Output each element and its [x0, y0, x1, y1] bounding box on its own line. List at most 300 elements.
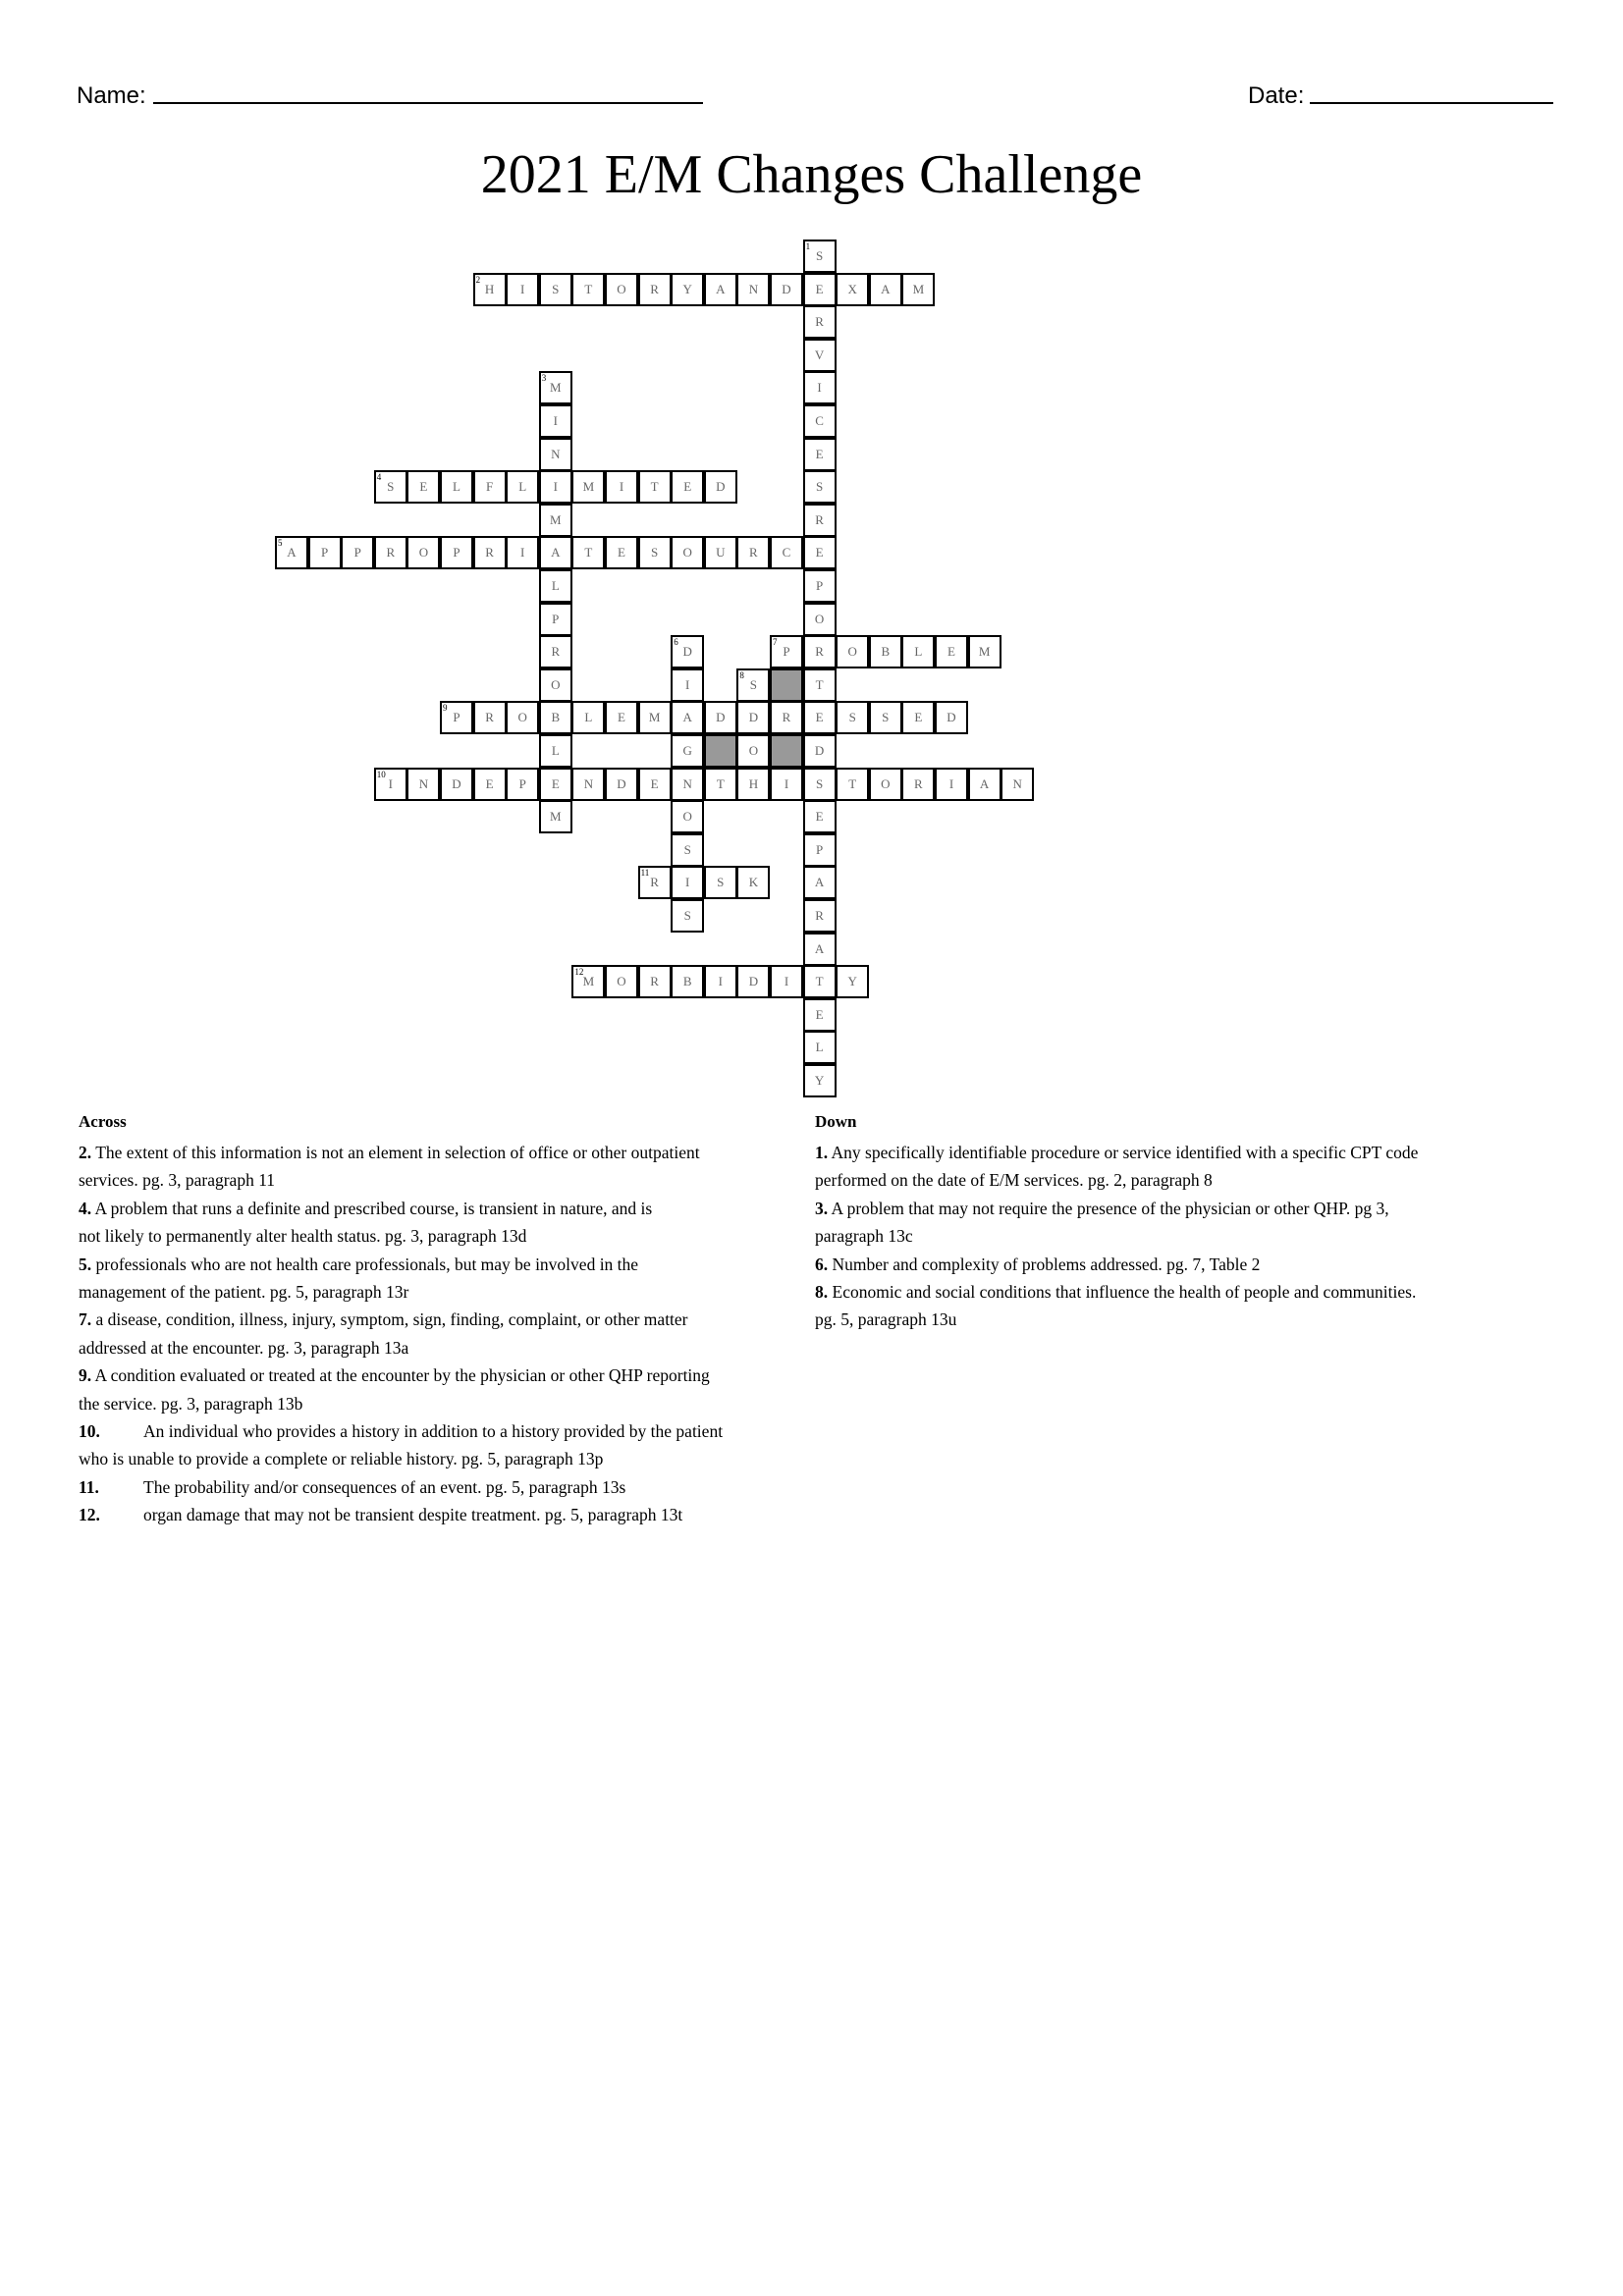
crossword-cell[interactable] [671, 734, 704, 768]
cell-letter: I [784, 775, 789, 791]
crossword-cell[interactable] [736, 768, 770, 801]
cell-letter: R [386, 545, 396, 561]
crossword-cell[interactable] [506, 701, 539, 734]
crossword-cell[interactable] [803, 1064, 837, 1097]
crossword-cell[interactable] [539, 273, 572, 306]
cell-letter: E [815, 281, 824, 296]
cell-letter: P [453, 545, 460, 561]
cell-letter: P [815, 841, 824, 857]
across-clue-line [79, 1334, 723, 1362]
crossword-cell[interactable] [803, 701, 837, 734]
crossword-cell[interactable] [803, 371, 837, 404]
clue-text: Economic and social conditions that influence the health of people and communities. [832, 1282, 1417, 1303]
crossword-cell[interactable] [704, 536, 737, 569]
crossword-cell[interactable] [506, 536, 539, 569]
crossword-cell[interactable] [836, 273, 869, 306]
cell-letter: A [682, 710, 692, 725]
cell-letter: A [716, 281, 726, 296]
cell-letter: I [784, 974, 789, 989]
cell-letter: T [815, 676, 824, 692]
cell-letter: E [815, 710, 824, 725]
crossword-cell[interactable] [803, 1031, 837, 1064]
clue-number-label: 2. [79, 1143, 92, 1162]
crossword-cell[interactable] [539, 800, 572, 833]
cell-letter: O [748, 743, 759, 758]
crossword-cell[interactable] [704, 273, 737, 306]
crossword-cell[interactable] [341, 536, 374, 569]
cell-letter: R [815, 511, 824, 527]
cell-letter: D [947, 710, 956, 725]
crossword-cell[interactable] [406, 470, 440, 504]
crossword-cell[interactable] [704, 768, 737, 801]
cell-letter: D [782, 281, 791, 296]
clue-text: A condition evaluated or treated at the encounter by the physician or other QHP reporting [94, 1365, 710, 1386]
cell-letter: I [553, 479, 558, 495]
crossword-cell[interactable] [836, 701, 869, 734]
cell-letter: I [520, 545, 525, 561]
crossword-cell[interactable] [571, 470, 605, 504]
cell-letter: R [485, 710, 494, 725]
cell-letter: R [551, 644, 561, 660]
clue-number-label: 3. [815, 1198, 829, 1218]
cell-letter: R [650, 875, 659, 890]
crossword-cell[interactable] [539, 470, 572, 504]
clue-number: 12 [574, 967, 584, 978]
crossword-cell[interactable] [440, 768, 473, 801]
cell-letter: S [650, 545, 659, 561]
cell-letter: Y [814, 1073, 825, 1088]
cell-letter: I [520, 281, 525, 296]
cell-letter: L [914, 644, 923, 660]
cell-letter: A [814, 875, 825, 890]
cell-letter: M [582, 479, 595, 495]
clue-text: who is unable to provide a complete or reliable history. pg. 5, paragraph 13p [79, 1449, 604, 1469]
cell-letter: B [881, 644, 891, 660]
crossword-cell[interactable] [803, 998, 837, 1032]
cell-letter: S [552, 281, 560, 296]
crossword-cell[interactable] [736, 965, 770, 998]
crossword-cell[interactable] [539, 536, 572, 569]
cell-letter: R [650, 281, 659, 296]
crossword-cell[interactable] [671, 899, 704, 933]
crossword-cell[interactable] [638, 768, 672, 801]
crossword-cell[interactable] [539, 404, 572, 438]
crossword-cell[interactable] [803, 536, 837, 569]
crossword-cell[interactable] [901, 701, 935, 734]
crossword-cell[interactable] [638, 470, 672, 504]
name-field[interactable] [153, 102, 703, 104]
crossword-cell[interactable] [374, 536, 407, 569]
crossword-cell[interactable] [803, 933, 837, 966]
crossword-cell[interactable] [803, 504, 837, 537]
cell-letter: T [584, 281, 593, 296]
cell-letter: O [881, 775, 891, 791]
crossword-cell[interactable] [605, 536, 638, 569]
crossword-cell[interactable] [473, 701, 507, 734]
crossword-cell[interactable] [671, 866, 704, 899]
down-clue-line [815, 1222, 1418, 1250]
down-clue-line [815, 1139, 1418, 1166]
cell-letter: P [783, 644, 790, 660]
crossword-cell[interactable] [770, 965, 803, 998]
crossword-cell[interactable] [770, 768, 803, 801]
crossword-cell[interactable] [770, 536, 803, 569]
crossword-cell[interactable] [869, 701, 902, 734]
cell-letter: E [683, 479, 692, 495]
clue-number: 10 [376, 769, 386, 779]
crossword-cell[interactable] [506, 273, 539, 306]
page-title: 2021 E/M Changes Challenge [480, 144, 1143, 205]
date-field[interactable] [1310, 102, 1553, 104]
cell-letter: N [583, 775, 594, 791]
cell-letter: P [453, 710, 460, 725]
crossword-cell[interactable] [440, 536, 473, 569]
cell-letter: S [717, 875, 725, 890]
clue-text: Any specifically identifiable procedure or service identified with a specific CPT code [831, 1143, 1419, 1162]
cell-letter: R [914, 775, 923, 791]
cell-letter: A [551, 545, 561, 561]
across-clue-line [79, 1417, 723, 1445]
crossword-cell[interactable] [736, 273, 770, 306]
cell-letter: E [815, 545, 824, 561]
crossword-cell[interactable] [803, 668, 837, 702]
crossword-cell[interactable] [539, 504, 572, 537]
cell-letter: M [550, 380, 562, 396]
down-clue-line [815, 1278, 1418, 1306]
across-clue-list [79, 1139, 723, 1529]
crossword-cell[interactable] [571, 768, 605, 801]
name-label: Name: [77, 82, 146, 109]
down-clue-line [815, 1306, 1418, 1333]
cell-letter: N [748, 281, 759, 296]
clue-text: The probability and/or consequences of an event. pg. 5, paragraph 13s [143, 1476, 626, 1497]
cell-letter: O [682, 809, 692, 825]
cell-letter: U [716, 545, 726, 561]
down-clue-line [815, 1195, 1418, 1222]
cell-letter: S [683, 841, 691, 857]
crossword-cell[interactable] [803, 273, 837, 306]
crossword-cell[interactable] [803, 603, 837, 636]
clue-text: performed on the date of E/M services. pg. 2, paragraph 8 [815, 1170, 1213, 1191]
crossword-cell[interactable] [308, 536, 342, 569]
cell-letter: M [978, 644, 991, 660]
cell-letter: M [550, 511, 562, 527]
clue-number: 6 [674, 637, 678, 648]
crossword-cell[interactable] [571, 536, 605, 569]
crossword-cell[interactable] [539, 768, 572, 801]
cell-letter: I [685, 676, 690, 692]
crossword-cell[interactable] [440, 470, 473, 504]
cell-letter: S [815, 775, 824, 791]
crossword-cell[interactable] [869, 768, 902, 801]
crossword-cell[interactable] [803, 899, 837, 933]
shaded-cell [770, 668, 803, 702]
cell-letter: C [815, 413, 824, 428]
crossword-cell[interactable] [803, 305, 837, 339]
clue-text: services. pg. 3, paragraph 11 [79, 1170, 276, 1191]
clue-number-label: 8. [815, 1282, 829, 1303]
cell-letter: F [485, 479, 494, 495]
cell-letter: L [453, 479, 460, 495]
cell-letter: A [287, 545, 297, 561]
cell-letter: I [718, 974, 723, 989]
crossword-cell[interactable] [671, 668, 704, 702]
cell-letter: T [584, 545, 593, 561]
cell-letter: B [551, 710, 561, 725]
crossword-cell[interactable] [935, 701, 968, 734]
date-label: Date: [1248, 82, 1305, 109]
crossword-cell[interactable] [473, 536, 507, 569]
cell-letter: I [388, 775, 393, 791]
cell-letter: N [418, 775, 429, 791]
cell-letter: E [650, 775, 659, 791]
crossword-cell[interactable] [803, 866, 837, 899]
cell-letter: G [682, 743, 692, 758]
cell-letter: E [815, 446, 824, 461]
crossword-cell[interactable] [605, 273, 638, 306]
cell-letter: P [518, 775, 526, 791]
clue-text: the service. pg. 3, paragraph 13b [79, 1393, 303, 1414]
crossword-cell[interactable] [869, 635, 902, 668]
crossword-cell[interactable] [836, 768, 869, 801]
crossword-cell[interactable] [736, 701, 770, 734]
crossword-cell[interactable] [935, 768, 968, 801]
clue-number-label: 12. [79, 1505, 100, 1525]
cell-letter: Y [847, 974, 857, 989]
cell-letter: I [685, 875, 690, 890]
clue-text: Number and complexity of problems addressed. pg. 7, Table 2 [832, 1254, 1261, 1274]
crossword-cell[interactable] [869, 273, 902, 306]
crossword-cell[interactable] [901, 768, 935, 801]
crossword-cell[interactable] [704, 965, 737, 998]
shaded-cell [770, 734, 803, 768]
crossword-cell[interactable] [803, 569, 837, 603]
crossword-cell[interactable] [803, 470, 837, 504]
crossword-cell[interactable] [571, 701, 605, 734]
crossword-cell[interactable] [671, 273, 704, 306]
crossword-cell[interactable] [638, 273, 672, 306]
crossword-cell[interactable] [704, 470, 737, 504]
crossword-cell[interactable] [539, 668, 572, 702]
crossword-cell[interactable] [736, 734, 770, 768]
across-clue-line [79, 1251, 723, 1278]
down-clue-line [815, 1166, 1418, 1194]
clue-number-label: 1. [815, 1143, 829, 1162]
crossword-cell[interactable] [836, 635, 869, 668]
crossword-cell[interactable] [671, 701, 704, 734]
cell-letter: E [551, 775, 560, 791]
crossword-grid [275, 240, 1412, 1097]
cell-letter: P [320, 545, 329, 561]
cell-letter: E [947, 644, 955, 660]
cell-letter: S [683, 908, 691, 923]
crossword-cell[interactable] [803, 734, 837, 768]
cell-letter: R [650, 974, 659, 989]
crossword-cell[interactable] [539, 569, 572, 603]
clue-number: 4 [376, 472, 382, 483]
crossword-cell[interactable] [571, 273, 605, 306]
crossword-cell[interactable] [539, 438, 572, 471]
crossword-cell[interactable] [671, 470, 704, 504]
crossword-cell[interactable] [803, 965, 837, 998]
clue-text: not likely to permanently alter health status. pg. 3, paragraph 13d [79, 1226, 527, 1247]
cell-letter: B [682, 974, 692, 989]
crossword-cell[interactable] [1001, 768, 1034, 801]
crossword-cell[interactable] [539, 701, 572, 734]
cell-letter: M [582, 974, 595, 989]
cell-letter: E [815, 809, 824, 825]
crossword-cell[interactable] [704, 701, 737, 734]
clue-text: pg. 5, paragraph 13u [815, 1309, 957, 1330]
clue-text: addressed at the encounter. pg. 3, paragraph 13a [79, 1337, 409, 1358]
cell-letter: E [419, 479, 428, 495]
crossword-cell[interactable] [406, 768, 440, 801]
across-clue-line [79, 1445, 723, 1472]
cell-letter: I [619, 479, 624, 495]
cell-letter: S [387, 479, 395, 495]
crossword-cell[interactable] [736, 866, 770, 899]
clue-number: 8 [739, 669, 744, 680]
clue-text: a disease, condition, illness, injury, symptom, sign, finding, complaint, or other matter [95, 1309, 688, 1330]
clue-number-label: 5. [79, 1254, 92, 1274]
crossword-cell[interactable] [638, 965, 672, 998]
crossword-cell[interactable] [406, 536, 440, 569]
crossword-cell[interactable] [671, 800, 704, 833]
crossword-cell[interactable] [539, 635, 572, 668]
shaded-cell [704, 734, 737, 768]
across-clue-line [79, 1390, 723, 1417]
crossword-cell[interactable] [506, 768, 539, 801]
cell-letter: S [848, 710, 856, 725]
cell-letter: N [1012, 775, 1022, 791]
crossword-cell[interactable] [638, 701, 672, 734]
crossword-cell[interactable] [506, 470, 539, 504]
cell-letter: O [617, 281, 626, 296]
down-clue-line [815, 1251, 1418, 1278]
clue-text: management of the patient. pg. 5, paragraph 13r [79, 1282, 409, 1303]
cell-letter: O [517, 710, 527, 725]
cell-letter: D [682, 644, 692, 660]
crossword-cell[interactable] [539, 734, 572, 768]
cell-letter: L [551, 743, 560, 758]
cell-letter: E [914, 710, 923, 725]
across-clue-line [79, 1195, 723, 1222]
across-clue-line [79, 1278, 723, 1306]
clue-number: 2 [475, 274, 481, 285]
cell-letter: R [815, 908, 824, 923]
crossword-cell[interactable] [671, 768, 704, 801]
cell-letter: A [814, 940, 825, 956]
crossword-cell[interactable] [605, 965, 638, 998]
crossword-cell[interactable] [638, 536, 672, 569]
crossword-cell[interactable] [605, 701, 638, 734]
crossword-cell[interactable] [473, 768, 507, 801]
clue-number-label: 4. [79, 1198, 92, 1218]
crossword-cell[interactable] [935, 635, 968, 668]
crossword-cell[interactable] [605, 768, 638, 801]
cell-letter: S [815, 479, 824, 495]
crossword-cell[interactable] [736, 536, 770, 569]
cell-letter: M [550, 809, 562, 825]
cell-letter: E [618, 710, 625, 725]
cell-letter: C [782, 545, 791, 561]
cell-letter: H [484, 281, 495, 296]
crossword-cell[interactable] [836, 965, 869, 998]
crossword-cell[interactable] [901, 273, 935, 306]
cell-letter: T [716, 775, 725, 791]
cell-letter: D [617, 775, 626, 791]
cell-letter: L [584, 710, 593, 725]
crossword-cell[interactable] [803, 438, 837, 471]
clue-number-label: 7. [79, 1309, 92, 1330]
cell-letter: O [847, 644, 857, 660]
crossword-cell[interactable] [671, 536, 704, 569]
cell-letter: D [716, 710, 726, 725]
crossword-cell[interactable] [901, 635, 935, 668]
cell-letter: M [648, 710, 661, 725]
across-clue-line [79, 1501, 723, 1528]
clue-text: professionals who are not health care professionals, but may be involved in the [95, 1254, 639, 1274]
cell-letter: T [650, 479, 659, 495]
crossword-cell[interactable] [770, 701, 803, 734]
cell-letter: P [552, 611, 560, 626]
cell-letter: L [518, 479, 527, 495]
clue-number: 5 [278, 538, 283, 549]
cell-letter: O [682, 545, 692, 561]
across-clue-line [79, 1222, 723, 1250]
cell-letter: L [815, 1040, 824, 1055]
crossword-cell[interactable] [803, 768, 837, 801]
crossword-cell[interactable] [671, 965, 704, 998]
cell-letter: D [748, 974, 759, 989]
cell-letter: O [617, 974, 626, 989]
clue-number: 9 [443, 703, 448, 714]
clue-text: paragraph 13c [815, 1226, 913, 1247]
crossword-cell[interactable] [803, 833, 837, 867]
across-clue-line [79, 1473, 723, 1501]
crossword-cell[interactable] [704, 866, 737, 899]
crossword-cell[interactable] [473, 470, 507, 504]
clue-text: An individual who provides a history in addition to a history provided by the patient [143, 1421, 724, 1442]
cell-letter: A [979, 775, 990, 791]
crossword-cell[interactable] [770, 273, 803, 306]
crossword-cell[interactable] [803, 635, 837, 668]
cell-letter: O [551, 676, 561, 692]
crossword-cell[interactable] [803, 339, 837, 372]
cell-letter: O [814, 611, 825, 626]
crossword-cell[interactable] [803, 404, 837, 438]
cell-letter: D [748, 710, 759, 725]
cell-letter: T [848, 775, 857, 791]
crossword-cell[interactable] [803, 800, 837, 833]
cell-letter: S [882, 710, 890, 725]
crossword-cell[interactable] [968, 768, 1001, 801]
clue-text: organ damage that may not be transient despite treatment. pg. 5, paragraph 13t [143, 1505, 683, 1525]
cell-letter: D [814, 743, 825, 758]
crossword-cell[interactable] [539, 603, 572, 636]
crossword-cell[interactable] [968, 635, 1001, 668]
across-heading: Across [79, 1112, 127, 1131]
crossword-cell[interactable] [671, 833, 704, 867]
crossword-cell[interactable] [605, 470, 638, 504]
cell-letter: D [716, 479, 726, 495]
down-clue-list [815, 1139, 1418, 1334]
clue-number-label: 6. [815, 1254, 829, 1274]
cell-letter: Y [682, 281, 692, 296]
cell-letter: X [847, 281, 857, 296]
across-clue-line [79, 1139, 723, 1166]
cell-letter: N [682, 775, 692, 791]
